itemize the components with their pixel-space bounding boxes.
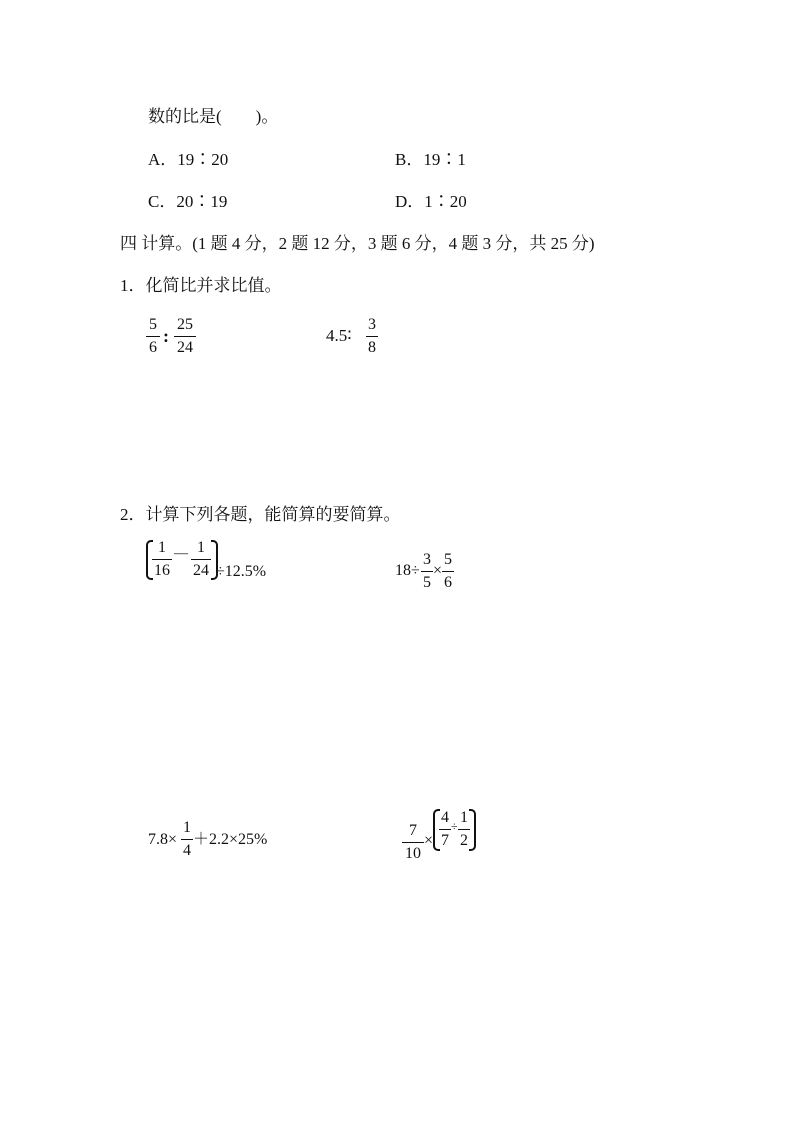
ratio-sign: : [163, 326, 169, 346]
expression-lead: 7.8× [148, 831, 178, 848]
question-2-label: 2．计算下列各题，能简算的要简算。 [120, 505, 401, 524]
option-c: C．20∶19 [148, 192, 228, 211]
fraction: 7 10 [402, 823, 424, 862]
expression-tail: ＋2.2×25% [193, 831, 268, 848]
minus-sign: — [174, 546, 188, 561]
expression-lead: 4.5∶ [326, 326, 352, 345]
fraction: 1 16 [154, 539, 170, 579]
option-a: A．19∶20 [148, 150, 229, 169]
expression-lead: 18÷ [395, 562, 420, 579]
times-sign: × [424, 832, 434, 849]
expression-tail: ÷12.5% [216, 563, 267, 580]
fraction: 1 4 [183, 819, 191, 859]
option-d: D．1∶20 [395, 192, 467, 211]
fraction: 3 8 [368, 316, 376, 356]
times-sign: × [433, 562, 443, 579]
fraction: 4 7 [441, 809, 449, 849]
fraction: 5 6 [444, 551, 452, 591]
right-paren [469, 809, 476, 851]
division-sign: ÷ [451, 819, 458, 833]
fraction: 3 5 [423, 551, 431, 591]
section-heading: 四 计算。(1 题 4 分，2 题 12 分，3 题 6 分，4 题 3 分，共 25 分) [120, 234, 595, 253]
fraction: 5 6 [146, 317, 160, 356]
fraction: 25 24 [174, 317, 196, 356]
option-b: B．19∶1 [395, 150, 466, 169]
fraction: 1 24 [193, 539, 209, 579]
fraction: 1 2 [460, 809, 468, 849]
question-continuation: 数的比是( )。 [148, 107, 279, 126]
question-1-label: 1．化简比并求比值。 [120, 276, 282, 295]
